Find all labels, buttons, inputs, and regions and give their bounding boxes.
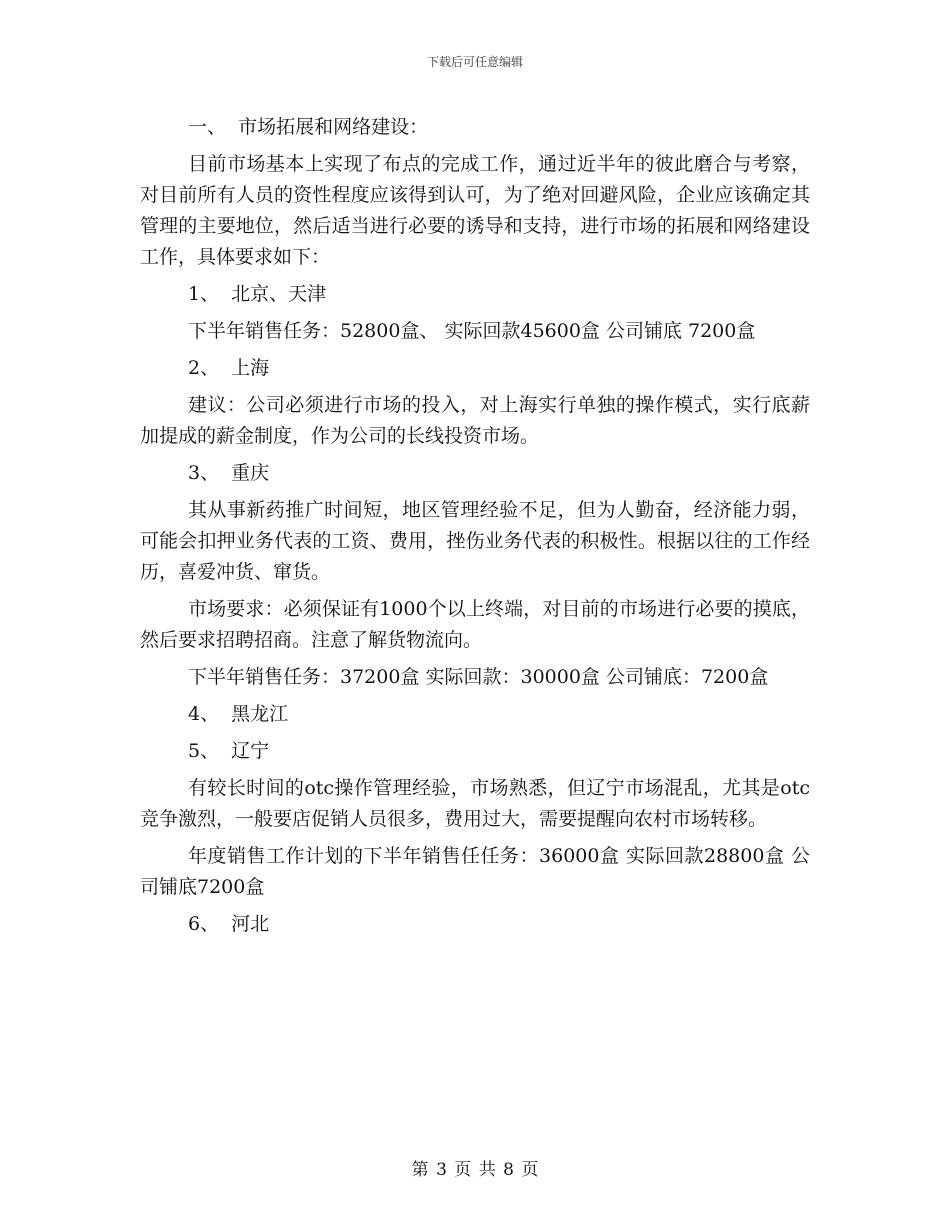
document-body xyxy=(140,112,810,946)
item-heading-shanghai: 2、 上海 xyxy=(188,357,270,379)
paragraph-shanghai-suggestion: 建议：公司必须进行市场的投入，对上海实行单独的操作模式，实行底薪加提成的薪金制度，作为公司的长线投资市场。 xyxy=(140,394,810,447)
item-heading-beijing-tianjin: 1、 北京、天津 xyxy=(188,283,327,305)
page-header: 下载后可任意编辑 xyxy=(426,55,523,69)
section-heading-market-expansion: 一、 市场拓展和网络建设： xyxy=(188,116,429,138)
item-heading-heilongjiang: 4、 黑龙江 xyxy=(188,703,289,725)
paragraph-intro: 目前市场基本上实现了布点的完成工作，通过近半年的彼此磨合与考察，对目前所有人员的资性程度应该得到认可，为了绝对回避风险，企业应该确定其管理的主要地位，然后适当进行必要的诱导和支持，进行市场的拓展和网络建设工作，具体要求如下： xyxy=(140,153,810,268)
paragraph-liaoning-sales-target: 年度销售工作计划的下半年销售任任务：36000盒 实际回款28800盒 公司铺底7200盒 xyxy=(140,845,810,898)
item-heading-hebei: 6、 河北 xyxy=(188,913,270,935)
page-number-footer: 第 3 页 共 8 页 xyxy=(411,1160,539,1180)
item-heading-chongqing: 3、 重庆 xyxy=(188,462,270,484)
paragraph-chongqing-assessment: 其从事新药推广时间短，地区管理经验不足，但为人勤奋，经济能力弱，可能会扣押业务代表的工资、费用，挫伤业务代表的积极性。根据以往的工作经历，喜爱冲货、窜货。 xyxy=(140,499,810,583)
paragraph-beijing-sales-target: 下半年销售任务：52800盒、 实际回款45600盒 公司铺底 7200盒 xyxy=(188,320,756,342)
paragraph-liaoning-assessment: 有较长时间的otc操作管理经验，市场熟悉，但辽宁市场混乱，尤其是otc竞争激烈，一般要店促销人员很多，费用过大，需要提醒向农村市场转移。 xyxy=(140,777,810,830)
item-heading-liaoning: 5、 辽宁 xyxy=(188,740,270,762)
paragraph-chongqing-requirements: 市场要求：必须保证有1000个以上终端，对目前的市场进行必要的摸底，然后要求招聘招商。注意了解货物流向。 xyxy=(140,598,810,651)
paragraph-chongqing-sales-target: 下半年销售任务：37200盒 实际回款：30000盒 公司铺底：7200盒 xyxy=(188,666,769,688)
